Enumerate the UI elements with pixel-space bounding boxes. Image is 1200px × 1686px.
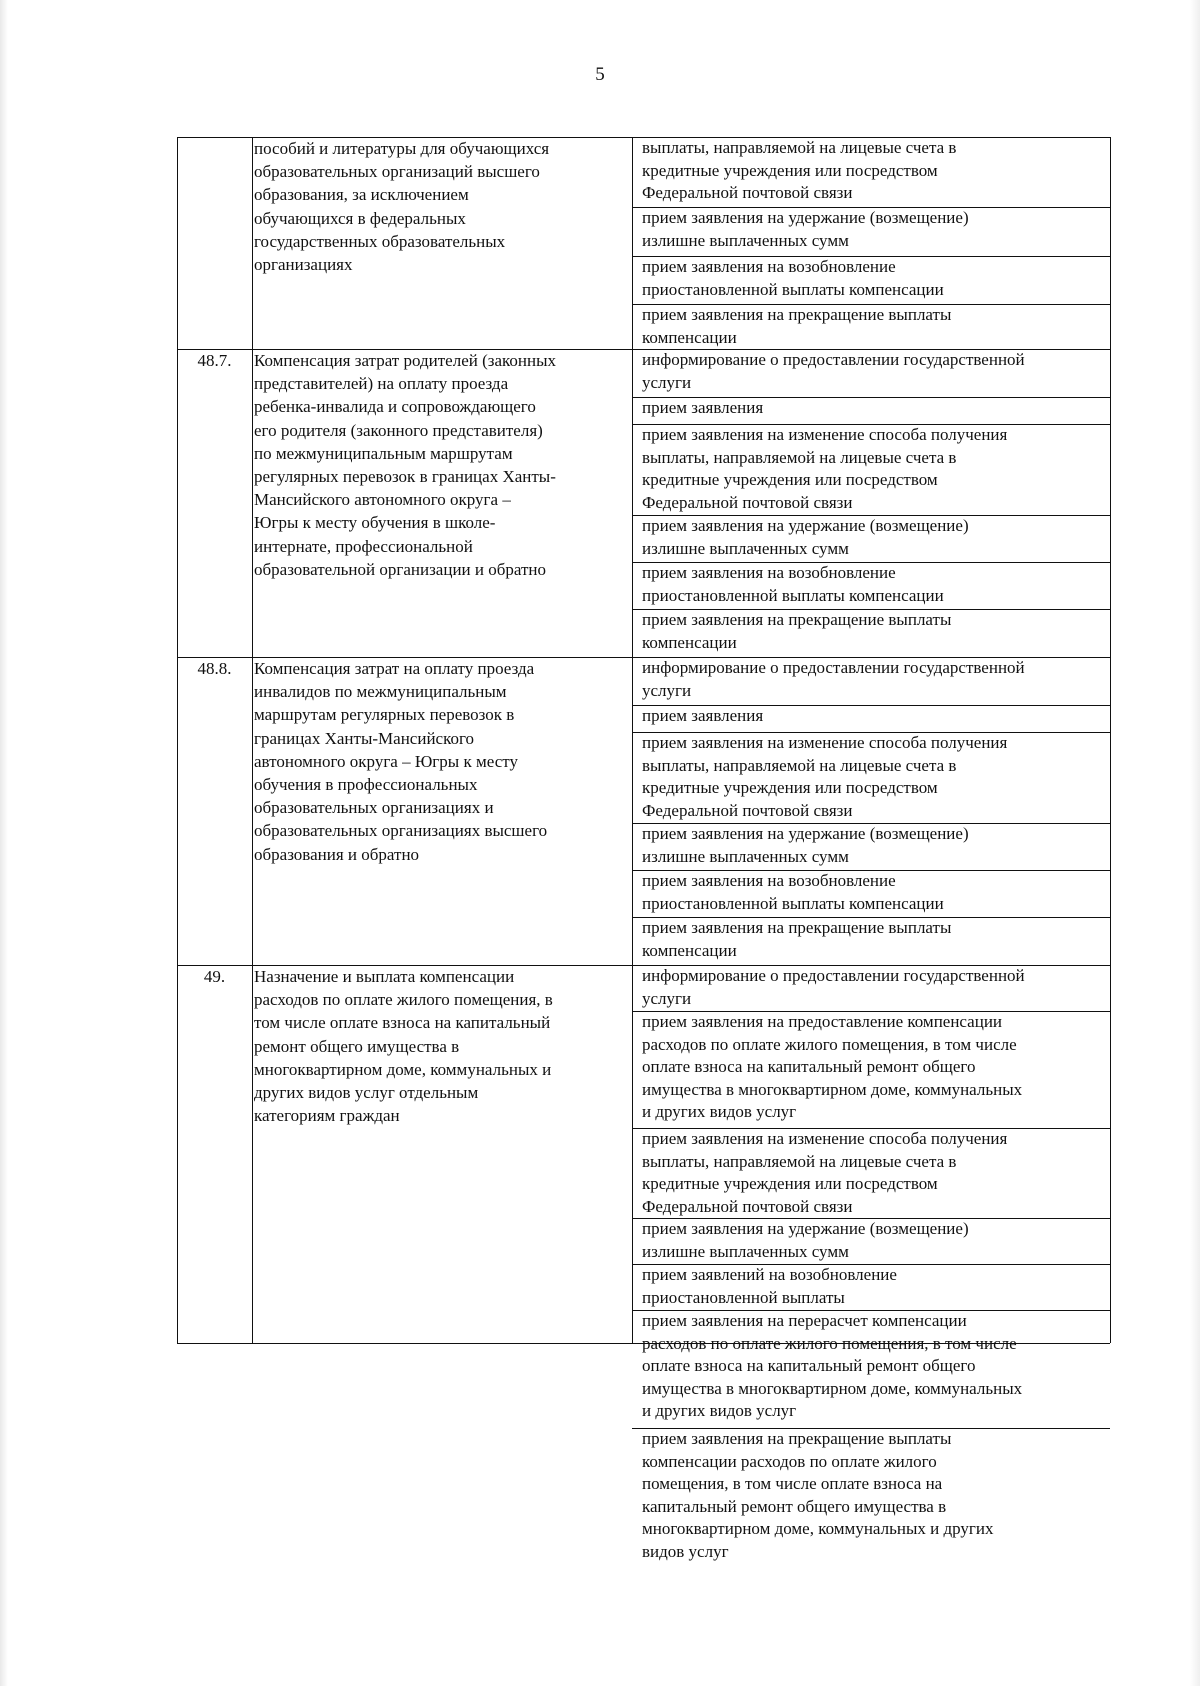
service-name: Назначение и выплата компенсации расходов по оплате жилого помещения, в том числе оплате взноса на капитальный ремонт общего имущества в многоквартирном доме, коммунальных и других видов услуг отдельным категориям граждан xyxy=(254,967,553,1126)
action-cell: прием заявления xyxy=(642,398,764,417)
action-cell: прием заявления на удержание (возмещение) излишне выплаченных сумм xyxy=(642,516,969,558)
action-cell: прием заявления на изменение способа получения выплаты, направляемой на лицевые счета в кредитные учреждения или посредством Федеральной почтовой связи xyxy=(642,733,1008,820)
action-cell: прием заявления на прекращение выплаты компенсации xyxy=(642,918,952,960)
table-bottom xyxy=(177,1343,1110,1344)
service-name: Компенсация затрат на оплату проезда инвалидов по межмуниципальным маршрутам регулярных перевозок в границах Ханты-Мансийского автономного округа – Югры к месту обучения в профессиональных образовательных организациях и образовательных организациях высшего образования и обратно xyxy=(254,659,548,864)
action-cell: прием заявлений на возобновление приостановленной выплаты xyxy=(642,1265,897,1307)
scan-edge-right xyxy=(1190,0,1200,1686)
service-name: Компенсация затрат родителей (законных представителей) на оплату проезда ребенка-инвалида и сопровождающего его родителя (законного представителя) по межмуниципальным маршрутам регулярных перевозок в границах Ханты- Мансийского автономного округа – Югры к месту обучения в школе- интернате, профессиональной образовательной организации и обратно xyxy=(254,351,557,579)
action-cell: прием заявления на удержание (возмещение) излишне выплаченных сумм xyxy=(642,824,969,866)
service-name: пособий и литературы для обучающихся образовательных организаций высшего образования, за исключением обучающихся в федеральных государственных образовательных организациях xyxy=(254,139,550,275)
page-number: 5 xyxy=(595,64,605,85)
action-cell: прием заявления на прекращение выплаты компенсации xyxy=(642,610,952,652)
row-number: 49. xyxy=(203,967,226,986)
row-number: 48.7. xyxy=(197,351,232,370)
row-number: 48.8. xyxy=(197,659,232,678)
action-cell: выплаты, направляемой на лицевые счета в кредитные учреждения или посредством Федеральной почтовой связи xyxy=(642,138,957,202)
action-cell: прием заявления на прекращение выплаты компенсации расходов по оплате жилого помещения, в том числе оплате взноса на капитальный ремонт общего имущества в многоквартирном доме, коммунальных и других видов услуг xyxy=(642,1429,994,1561)
action-cell: информирование о предоставлении государственной услуги xyxy=(642,966,1025,1008)
action-cell: прием заявления на удержание (возмещение) излишне выплаченных сумм xyxy=(642,1219,969,1261)
action-cell: прием заявления xyxy=(642,706,764,725)
action-cell: информирование о предоставлении государственной услуги xyxy=(642,350,1025,392)
action-cell: прием заявления на возобновление приостановленной выплаты компенсации xyxy=(642,563,944,605)
action-cell: прием заявления на прекращение выплаты компенсации xyxy=(642,305,952,347)
action-cell: прием заявления на удержание (возмещение) излишне выплаченных сумм xyxy=(642,208,969,250)
action-cell: прием заявления на перерасчет компенсации расходов по оплате жилого помещения, в том числе оплате взноса на капитальный ремонт общего имущества в многоквартирном доме, коммунальных и других видов услуг xyxy=(642,1311,1023,1420)
action-cell: прием заявления на возобновление приостановленной выплаты компенсации xyxy=(642,871,944,913)
table-border-num xyxy=(252,137,253,1343)
action-cell: прием заявления на возобновление приостановленной выплаты компенсации xyxy=(642,257,944,299)
action-cell: прием заявления на изменение способа получения выплаты, направляемой на лицевые счета в кредитные учреждения или посредством Федеральной почтовой связи xyxy=(642,425,1008,512)
action-cell: прием заявления на предоставление компенсации расходов по оплате жилого помещения, в том числе оплате взноса на капитальный ремонт общего имущества в многоквартирном доме, коммунальных и других видов услуг xyxy=(642,1012,1023,1121)
table-border-left xyxy=(177,137,178,1343)
action-cell: прием заявления на изменение способа получения выплаты, направляемой на лицевые счета в кредитные учреждения или посредством Федеральной почтовой связи xyxy=(642,1129,1008,1216)
scan-edge-left xyxy=(0,0,8,1686)
action-cell: информирование о предоставлении государственной услуги xyxy=(642,658,1025,700)
